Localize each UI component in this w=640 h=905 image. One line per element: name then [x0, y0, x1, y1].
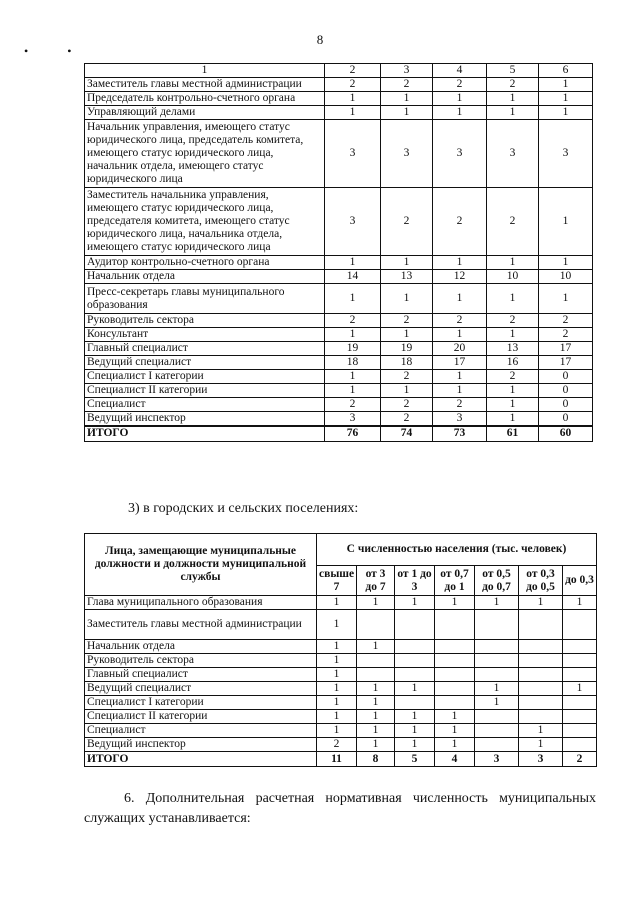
table-row [85, 654, 597, 668]
position-count: 16 [487, 356, 539, 370]
position-count: 1 [435, 738, 475, 752]
position-count: 0 [539, 398, 593, 412]
position-count: 13 [381, 270, 433, 284]
total-value: 4 [435, 752, 475, 767]
table-row [85, 328, 593, 342]
position-count: 2 [325, 314, 381, 328]
position-count: 1 [435, 724, 475, 738]
position-count: 1 [519, 724, 563, 738]
position-count: 3 [325, 412, 381, 427]
position-count: 1 [475, 596, 519, 610]
position-count [357, 610, 395, 640]
position-count: 1 [325, 384, 381, 398]
position-count: 1 [475, 696, 519, 710]
position-count: 1 [317, 668, 357, 682]
position-count: 2 [381, 78, 433, 92]
table-row [85, 370, 593, 384]
position-count: 1 [539, 284, 593, 314]
position-count: 1 [317, 640, 357, 654]
table-row [85, 120, 593, 188]
position-count: 1 [539, 78, 593, 92]
table-row [85, 696, 597, 710]
total-value: 60 [539, 426, 593, 441]
table-row [85, 710, 597, 724]
position-count: 1 [357, 682, 395, 696]
position-count: 2 [381, 398, 433, 412]
position-count [395, 654, 435, 668]
table-row [85, 610, 597, 640]
paragraph-6 [84, 789, 596, 829]
position-label: Руководитель сектора [85, 314, 325, 328]
position-count: 1 [317, 596, 357, 610]
position-count [475, 710, 519, 724]
position-count: 1 [433, 328, 487, 342]
position-label: Специалист I категории [85, 696, 317, 710]
table-row [85, 314, 593, 328]
position-count [475, 640, 519, 654]
position-count: 1 [317, 682, 357, 696]
position-count: 3 [325, 120, 381, 188]
total-label: ИТОГО [85, 752, 317, 767]
position-count: 1 [435, 596, 475, 610]
staff-table-municipal-districts [84, 63, 593, 442]
table1-header-row [85, 64, 593, 78]
position-count [519, 710, 563, 724]
position-label: Ведущий специалист [85, 356, 325, 370]
position-count: 2 [381, 412, 433, 427]
position-count: 18 [381, 356, 433, 370]
position-count: 1 [395, 710, 435, 724]
table1-col-header: 6 [539, 64, 593, 78]
position-count: 1 [381, 384, 433, 398]
position-label: Начальник отдела [85, 640, 317, 654]
position-label: Специалист [85, 398, 325, 412]
position-count [435, 668, 475, 682]
position-label: Главный специалист [85, 342, 325, 356]
position-count [435, 682, 475, 696]
table-row [85, 284, 593, 314]
position-label: Консультант [85, 328, 325, 342]
position-count: 1 [395, 738, 435, 752]
total-value: 3 [475, 752, 519, 767]
position-count: 14 [325, 270, 381, 284]
total-value: 73 [433, 426, 487, 441]
position-count: 1 [487, 92, 539, 106]
position-count [395, 640, 435, 654]
position-count: 3 [433, 412, 487, 427]
position-count: 17 [539, 356, 593, 370]
position-count: 0 [539, 384, 593, 398]
table-row [85, 412, 593, 427]
position-count [435, 610, 475, 640]
position-count [563, 710, 597, 724]
position-count: 2 [381, 314, 433, 328]
position-count: 1 [317, 710, 357, 724]
position-count: 13 [487, 342, 539, 356]
position-label: Специалист II категории [85, 384, 325, 398]
position-label: Руководитель сектора [85, 654, 317, 668]
table-row [85, 188, 593, 256]
position-label: Начальник управления, имеющего статус юридического лица, председатель комитета, имеющего статус юридического лица, начальник отдела, имеющего статус юридического лица [85, 120, 325, 188]
position-count [563, 696, 597, 710]
position-count: 1 [487, 284, 539, 314]
position-count: 2 [433, 78, 487, 92]
position-count: 20 [433, 342, 487, 356]
position-count: 1 [487, 384, 539, 398]
population-range-header: от 0,3 до 0,5 [519, 566, 563, 596]
table-row [85, 668, 597, 682]
table-row [85, 78, 593, 92]
position-count [395, 696, 435, 710]
table-row [85, 356, 593, 370]
position-count: 1 [325, 328, 381, 342]
position-count: 19 [381, 342, 433, 356]
table-row [85, 738, 597, 752]
position-label: Заместитель главы местной администрации [85, 610, 317, 640]
position-count: 18 [325, 356, 381, 370]
position-label: Специалист II категории [85, 710, 317, 724]
position-count [519, 640, 563, 654]
total-value: 8 [357, 752, 395, 767]
table1-col-header: 4 [433, 64, 487, 78]
position-label: Пресс-секретарь главы муниципального образования [85, 284, 325, 314]
position-count: 1 [381, 106, 433, 120]
position-count [435, 654, 475, 668]
table1-col-header: 3 [381, 64, 433, 78]
position-count: 19 [325, 342, 381, 356]
position-count [475, 610, 519, 640]
table1-col-header: 5 [487, 64, 539, 78]
position-count: 1 [433, 256, 487, 270]
position-count: 1 [381, 256, 433, 270]
position-count: 3 [433, 120, 487, 188]
position-count [395, 610, 435, 640]
position-count: 2 [433, 314, 487, 328]
position-count: 2 [433, 188, 487, 256]
position-count: 1 [487, 412, 539, 427]
position-count: 2 [539, 328, 593, 342]
position-count [519, 654, 563, 668]
position-count: 1 [357, 596, 395, 610]
position-label: Главный специалист [85, 668, 317, 682]
table-row [85, 342, 593, 356]
position-count: 1 [563, 596, 597, 610]
position-count [475, 724, 519, 738]
table-row [85, 398, 593, 412]
table1-col-header: 1 [85, 64, 325, 78]
position-count [519, 682, 563, 696]
position-label: Аудитор контрольно-счетного органа [85, 256, 325, 270]
table-row [85, 596, 597, 610]
position-count: 10 [539, 270, 593, 284]
position-count [519, 610, 563, 640]
position-count: 3 [325, 188, 381, 256]
position-count [435, 696, 475, 710]
position-label: Ведущий инспектор [85, 738, 317, 752]
position-count: 1 [487, 256, 539, 270]
position-count: 1 [433, 384, 487, 398]
position-count: 2 [433, 398, 487, 412]
position-count: 2 [317, 738, 357, 752]
position-count: 2 [487, 314, 539, 328]
position-count: 1 [357, 738, 395, 752]
position-count: 1 [433, 92, 487, 106]
position-count: 1 [325, 106, 381, 120]
table1-total-row [85, 426, 593, 441]
table-row [85, 640, 597, 654]
position-count: 1 [381, 328, 433, 342]
total-value: 3 [519, 752, 563, 767]
position-count: 1 [325, 370, 381, 384]
position-count [519, 696, 563, 710]
position-label: Ведущий инспектор [85, 412, 325, 427]
position-count: 1 [433, 370, 487, 384]
position-count: 1 [317, 724, 357, 738]
position-count: 1 [317, 610, 357, 640]
position-count: 1 [381, 284, 433, 314]
position-count: 1 [325, 92, 381, 106]
table1-col-header: 2 [325, 64, 381, 78]
position-count: 2 [381, 188, 433, 256]
position-count [519, 668, 563, 682]
position-count: 1 [357, 710, 395, 724]
position-count: 1 [395, 596, 435, 610]
population-range-header: от 0,5 до 0,7 [475, 566, 519, 596]
position-count: 3 [539, 120, 593, 188]
population-range-header: от 0,7 до 1 [435, 566, 475, 596]
position-label: Заместитель главы местной администрации [85, 78, 325, 92]
position-count: 1 [539, 188, 593, 256]
population-range-header: от 1 до 3 [395, 566, 435, 596]
population-range-header: свыше 7 [317, 566, 357, 596]
position-count: 1 [325, 284, 381, 314]
position-count: 1 [475, 682, 519, 696]
total-value: 74 [381, 426, 433, 441]
position-count [475, 668, 519, 682]
total-value: 76 [325, 426, 381, 441]
position-count [475, 738, 519, 752]
position-count: 1 [519, 596, 563, 610]
position-count: 0 [539, 370, 593, 384]
position-count [357, 654, 395, 668]
position-count: 17 [433, 356, 487, 370]
position-count: 1 [433, 106, 487, 120]
position-count: 1 [317, 696, 357, 710]
staff-table-settlements [84, 533, 597, 767]
position-count: 3 [487, 120, 539, 188]
position-count [563, 738, 597, 752]
position-count [357, 668, 395, 682]
position-count: 1 [395, 724, 435, 738]
position-count: 3 [381, 120, 433, 188]
position-count [563, 654, 597, 668]
position-count: 1 [539, 106, 593, 120]
table-row [85, 384, 593, 398]
position-count [563, 640, 597, 654]
paragraph-6-text: 6. Дополнительная расчетная нормативная численность муниципальных служащих устанавливается: [84, 791, 596, 826]
population-range-header: от 3 до 7 [357, 566, 395, 596]
position-count: 1 [325, 256, 381, 270]
position-count [435, 640, 475, 654]
section-title: 3) в городских и сельских поселениях: [128, 501, 359, 516]
position-count: 2 [487, 188, 539, 256]
position-count: 12 [433, 270, 487, 284]
position-label: Глава муниципального образования [85, 596, 317, 610]
table2-corner-header: Лица, замещающие муниципальные должности и должности муниципальной службы [85, 534, 317, 596]
position-count: 1 [317, 654, 357, 668]
position-count [475, 654, 519, 668]
position-count: 2 [325, 78, 381, 92]
position-count: 0 [539, 412, 593, 427]
table-row [85, 270, 593, 284]
total-value: 61 [487, 426, 539, 441]
table-row [85, 106, 593, 120]
position-label: Председатель контрольно-счетного органа [85, 92, 325, 106]
margin-marks: • • [24, 44, 90, 58]
position-count [395, 668, 435, 682]
position-count [563, 668, 597, 682]
position-label: Специалист [85, 724, 317, 738]
position-count: 1 [433, 284, 487, 314]
total-value: 2 [563, 752, 597, 767]
position-count: 1 [357, 640, 395, 654]
position-label: Заместитель начальника управления, имеющего статус юридического лица, председателя комитета, имеющего статус юридического лица, начальника отдела, имеющего статус юридического лица [85, 188, 325, 256]
position-count [563, 610, 597, 640]
position-count: 1 [487, 398, 539, 412]
table-row [85, 682, 597, 696]
total-value: 11 [317, 752, 357, 767]
total-value: 5 [395, 752, 435, 767]
table-row [85, 256, 593, 270]
position-label: Специалист I категории [85, 370, 325, 384]
position-count: 1 [487, 328, 539, 342]
position-count: 1 [357, 724, 395, 738]
page-number: 8 [316, 32, 324, 47]
position-count: 2 [381, 370, 433, 384]
position-count: 10 [487, 270, 539, 284]
position-count: 1 [519, 738, 563, 752]
position-count: 2 [487, 370, 539, 384]
position-count: 1 [563, 682, 597, 696]
position-count: 17 [539, 342, 593, 356]
position-count [563, 724, 597, 738]
position-label: Ведущий специалист [85, 682, 317, 696]
population-range-header: до 0,3 [563, 566, 597, 596]
position-count: 1 [381, 92, 433, 106]
position-count: 2 [539, 314, 593, 328]
position-label: Управляющий делами [85, 106, 325, 120]
position-count: 2 [487, 78, 539, 92]
position-count: 1 [395, 682, 435, 696]
position-label: Начальник отдела [85, 270, 325, 284]
table-row [85, 724, 597, 738]
position-count: 1 [487, 106, 539, 120]
position-count: 2 [325, 398, 381, 412]
total-label: ИТОГО [85, 426, 325, 441]
table2-group-header: С численностью населения (тыс. человек) [317, 534, 597, 566]
position-count: 1 [539, 256, 593, 270]
position-count: 1 [539, 92, 593, 106]
table2-total-row [85, 752, 597, 767]
position-count: 1 [435, 710, 475, 724]
table-row [85, 92, 593, 106]
position-count: 1 [357, 696, 395, 710]
